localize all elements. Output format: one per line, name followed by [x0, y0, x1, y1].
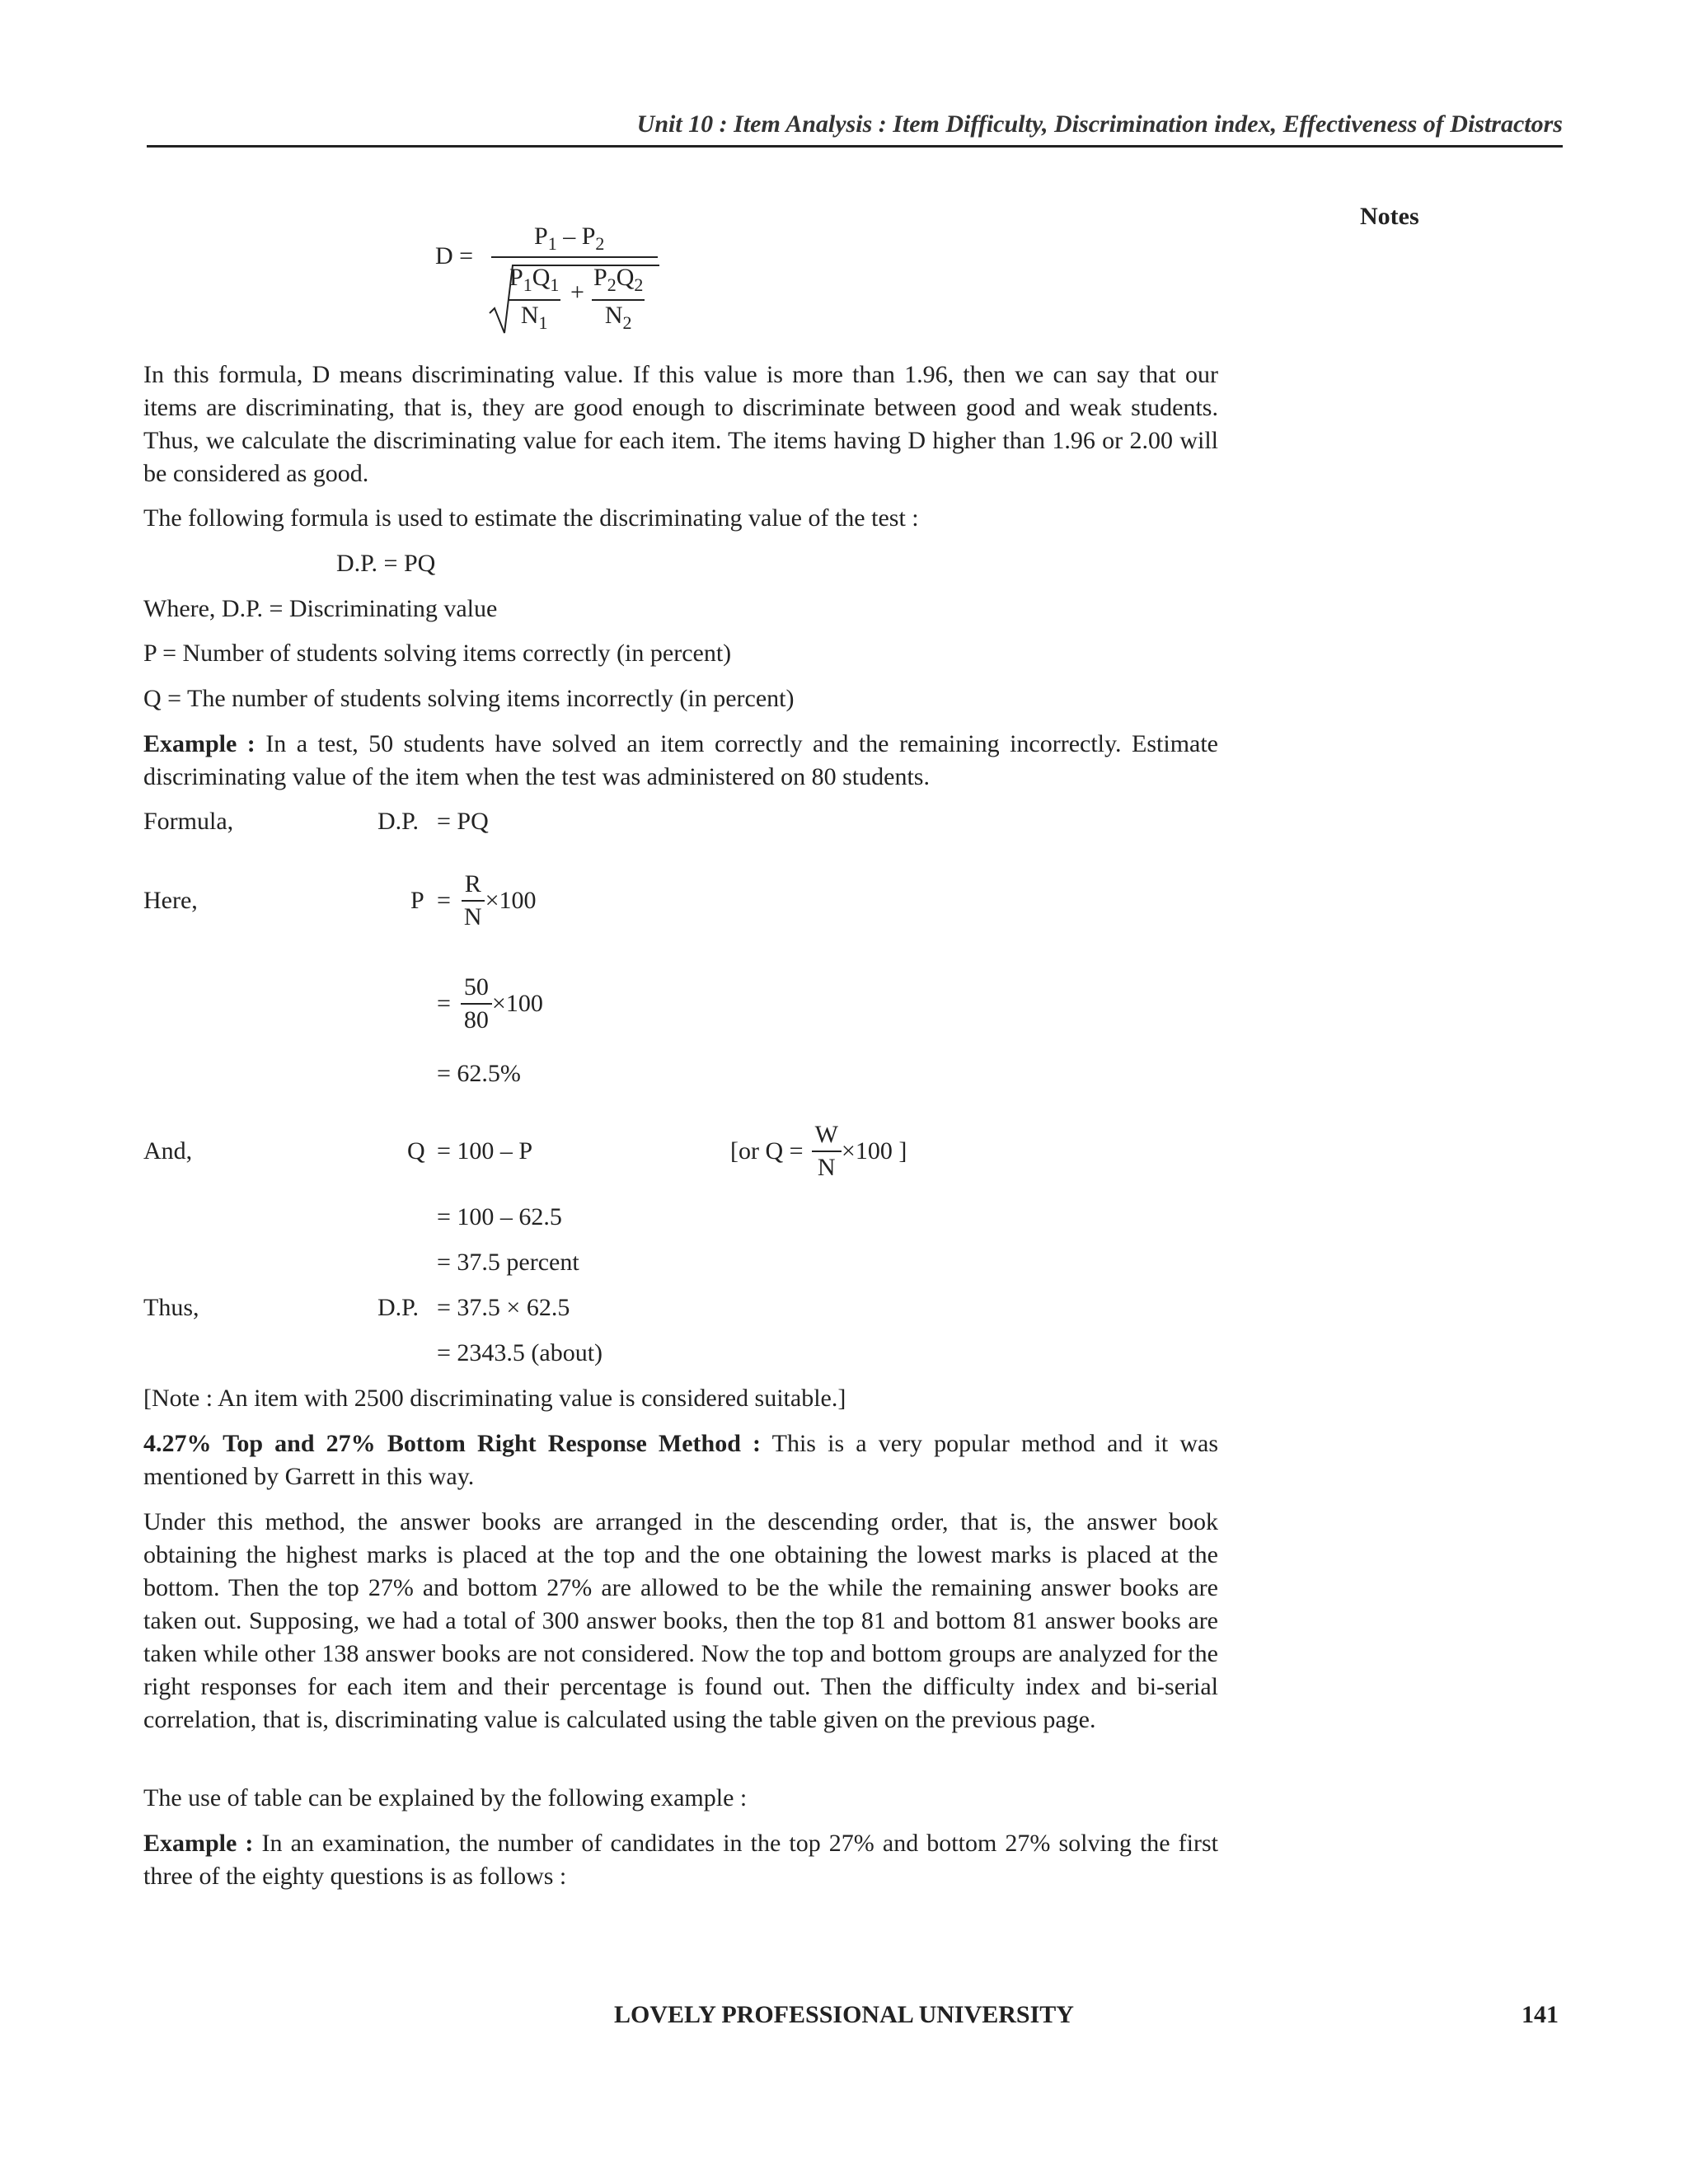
main-fraction-bar: [491, 256, 658, 258]
where-definition: Where, D.P. = Discriminating value: [143, 595, 498, 622]
dp-rhs: = 37.5 × 62.5: [437, 1294, 570, 1321]
method-heading-paragraph: 4.27% Top and 27% Bottom Right Response Method : This is a very popular method and it was mentioned by Garrett in this way.: [143, 1430, 1218, 1490]
paragraph-formula-intro: The following formula is used to estimate the discriminating value of the test :: [143, 504, 919, 532]
radicand-plus: +: [570, 279, 584, 306]
q-alt-fraction: $\frac{W}{N}$: [812, 1119, 842, 1183]
running-header: Unit 10 : Item Analysis : Item Difficulty, Discrimination index, Effectiveness of Distractors: [147, 110, 1563, 148]
q-rhs: = 100 – P: [437, 1137, 533, 1165]
p-substitution: = $\frac{50}{80}$ ×100: [437, 956, 543, 1052]
thus-label: Thus,: [143, 1294, 199, 1321]
here-label: Here,: [143, 887, 198, 914]
radicand-term-1: $P_1Q_1$ $N_1$: [509, 264, 560, 333]
page-number: 141: [1522, 2001, 1559, 2028]
p-value-fraction: $\frac{50}{80}$: [461, 972, 492, 1036]
dp-lhs: D.P.: [377, 1294, 420, 1321]
p-equals: = $\frac{R}{N}$ ×100: [437, 853, 537, 949]
note: [Note : An item with 2500 discriminating value is considered suitable.]: [143, 1385, 846, 1412]
formula-rhs: = PQ: [437, 808, 489, 835]
example-2: Example : In an examination, the number of candidates in the top 27% and bottom 27% solving the first three of the eighty questions is as follows :: [143, 1830, 1219, 1890]
p-definition: P = Number of students solving items correctly (in percent): [143, 640, 732, 667]
radicand-term-2: $P_2Q_2$ $N_2$: [593, 264, 644, 333]
formula-d-numerator: $P_1 - P_2$: [534, 223, 605, 254]
q-definition: Q = The number of students solving items incorrectly (in percent): [143, 685, 795, 712]
formula-d-lhs: D =: [435, 242, 474, 269]
example-1: Example : In a test, 50 students have solved an item correctly and the remaining incorrectly. Estimate discriminating value of the item when the test was administered on 80 students.: [143, 730, 1218, 790]
and-label: And,: [143, 1137, 193, 1165]
q-alternative: [or Q = $\frac{W}{N}$ ×100 ]: [730, 1104, 907, 1199]
formula-lhs: D.P.: [377, 808, 420, 835]
q-result: = 37.5 percent: [437, 1249, 579, 1276]
q-lhs: Q: [407, 1137, 425, 1165]
margin-notes-label: Notes: [1360, 203, 1419, 230]
paragraph-table-intro: The use of table can be explained by the following example :: [143, 1784, 748, 1811]
paragraph-d-meaning: In this formula, D means discriminating value. If this value is more than 1.96, then we can say that our items are discriminating, that is, they are good enough to discriminate between good and weak students. Thus, we calculate the discriminating value for each item. The items having D higher than 1.96 or 2.00 will be considered as good.: [143, 361, 1218, 487]
dp-formula: D.P. = PQ: [336, 550, 436, 577]
p-fraction: $\frac{R}{N}$: [461, 869, 485, 933]
q-step: = 100 – 62.5: [437, 1203, 562, 1230]
p-lhs: P: [410, 887, 424, 914]
formula-label: Formula,: [143, 808, 234, 835]
p-result: = 62.5%: [437, 1060, 521, 1087]
dp-result: = 2343.5 (about): [437, 1339, 603, 1366]
paragraph-method-description: Under this method, the answer books are arranged in the descending order, that is, the answer book obtaining the highest marks is placed at the top and the one obtaining the lowest marks is placed at the bottom. Then the top 27% and bottom 27% are allowed to be the while the remaining answer books are taken out. Supposing, we had a total of 300 answer books, then the top 81 and bottom 81 answer books are taken while other 138 answer books are not considered. Now the top and bottom groups are analyzed for the right responses for each item and their percentage is found out. Then the difficulty index and bi-serial correlation, that is, discriminating value is calculated using the table given on the previous page.: [143, 1508, 1218, 1733]
formula-d: [435, 223, 658, 338]
footer-university: LOVELY PROFESSIONAL UNIVERSITY: [614, 2001, 1074, 2028]
